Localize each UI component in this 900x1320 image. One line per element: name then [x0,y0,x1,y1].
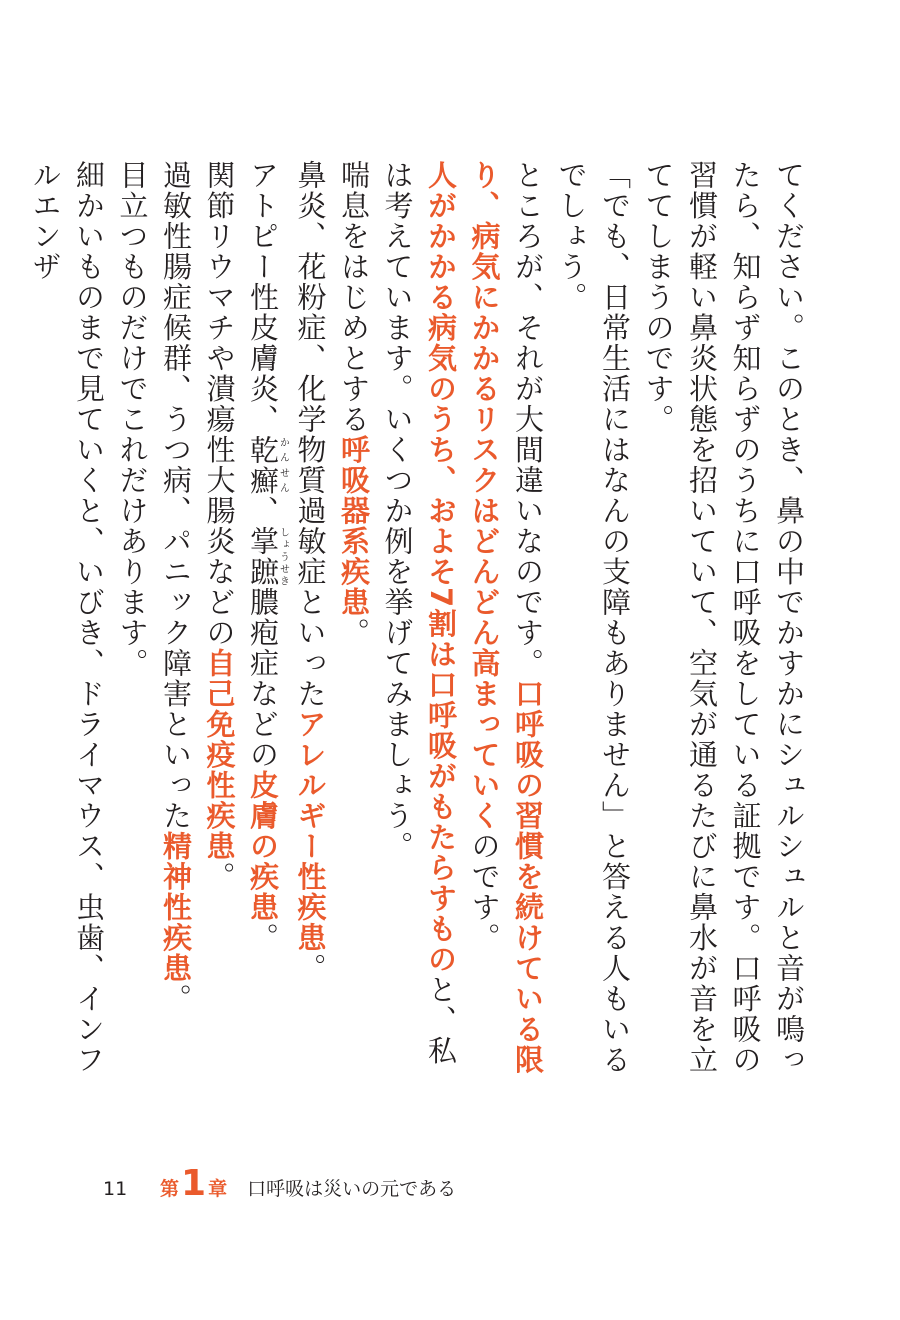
ruby-term [246,434,289,496]
text-segment: 。 [202,861,237,892]
text-segment: 「でも、日常生活にはなんの支障もありません」と答える人もいるでしょう。 [554,160,632,1075]
paragraph [110,160,154,1080]
text-segment: 。 [337,617,371,648]
paragraph [549,160,636,1080]
highlighted-text: 人がかかる病気のうち、およそ7割は口呼吸がもたらすもの [424,160,458,975]
text-segment: 過敏性腸症候群、うつ病、パニック障害といった [159,160,193,831]
paragraph [375,160,462,1080]
text-segment: 鼻炎、花粉症、化学物質過敏症といった [293,160,328,709]
highlighted-text: アレルギー性疾患 [293,709,328,953]
paragraph [332,160,376,1080]
text-segment: 。 [293,953,328,984]
text-segment: アトピー性皮膚炎、 [246,160,280,435]
text-segment: 喘息をはじめとする [337,160,371,435]
ruby-reading: しょうせき [277,526,289,587]
text-segment: 。 [159,983,193,1014]
text-segment: ところが、それが大間違いなのです。 [511,160,545,679]
chapter-suffix: 章 [208,1178,228,1200]
text-segment: のです。 [467,831,502,953]
text-segment: 目立つものだけでこれだけあります。 [115,160,150,679]
ruby-reading: かんせん [277,434,289,496]
chapter-number: 1 [181,1163,207,1204]
highlighted-text: 精神性疾患 [159,831,193,984]
paragraph [241,160,289,1080]
paragraph [197,160,241,1080]
paragraph [288,160,332,1080]
paragraph [636,160,810,1080]
ruby-base: 掌蹠 [246,526,280,587]
text-segment: 関節リウマチや潰瘍性大腸炎などの [202,160,237,648]
text-segment: と、私は考えています。いくつか例を挙げてみましょう。 [380,160,458,1067]
paragraph [462,160,549,1080]
chapter-title: 口呼吸は災いの元である [247,1178,457,1200]
page-footer [103,1163,457,1206]
paragraph [23,160,110,1080]
page-number: 11 [103,1178,128,1200]
highlighted-text: 自己免疫性疾患 [202,648,237,862]
chapter-prefix: 第 [160,1178,180,1200]
text-segment: 。 [246,922,280,953]
highlighted-text: 皮膚の疾患 [246,770,280,923]
highlighted-text: 呼吸器系疾患 [337,434,371,618]
text-segment: 、 [246,495,280,526]
vertical-body-text [28,160,810,1080]
text-segment: 細かいものまで見ていくと、いびき、ドライマウス、虫歯、インフルエンザ [28,160,106,1075]
highlighted-text: 口呼吸の習慣を続けている限り、病気にかかるリスクはどんどん高まっていく [467,160,545,1075]
text-segment: 膿疱症などの [246,587,280,770]
ruby-base: 乾癬 [246,434,280,496]
paragraph [154,160,198,1080]
ruby-term [246,526,289,587]
text-segment: てください。このとき、鼻の中でかすかにシュルシュルと音が鳴ったら、知らず知らずのうちに口呼吸をしている証拠です。口呼吸の習慣が軽い鼻炎状態を招いていて、空気が通るたびに鼻水が音を立ててしまうのです。 [641,160,806,1075]
